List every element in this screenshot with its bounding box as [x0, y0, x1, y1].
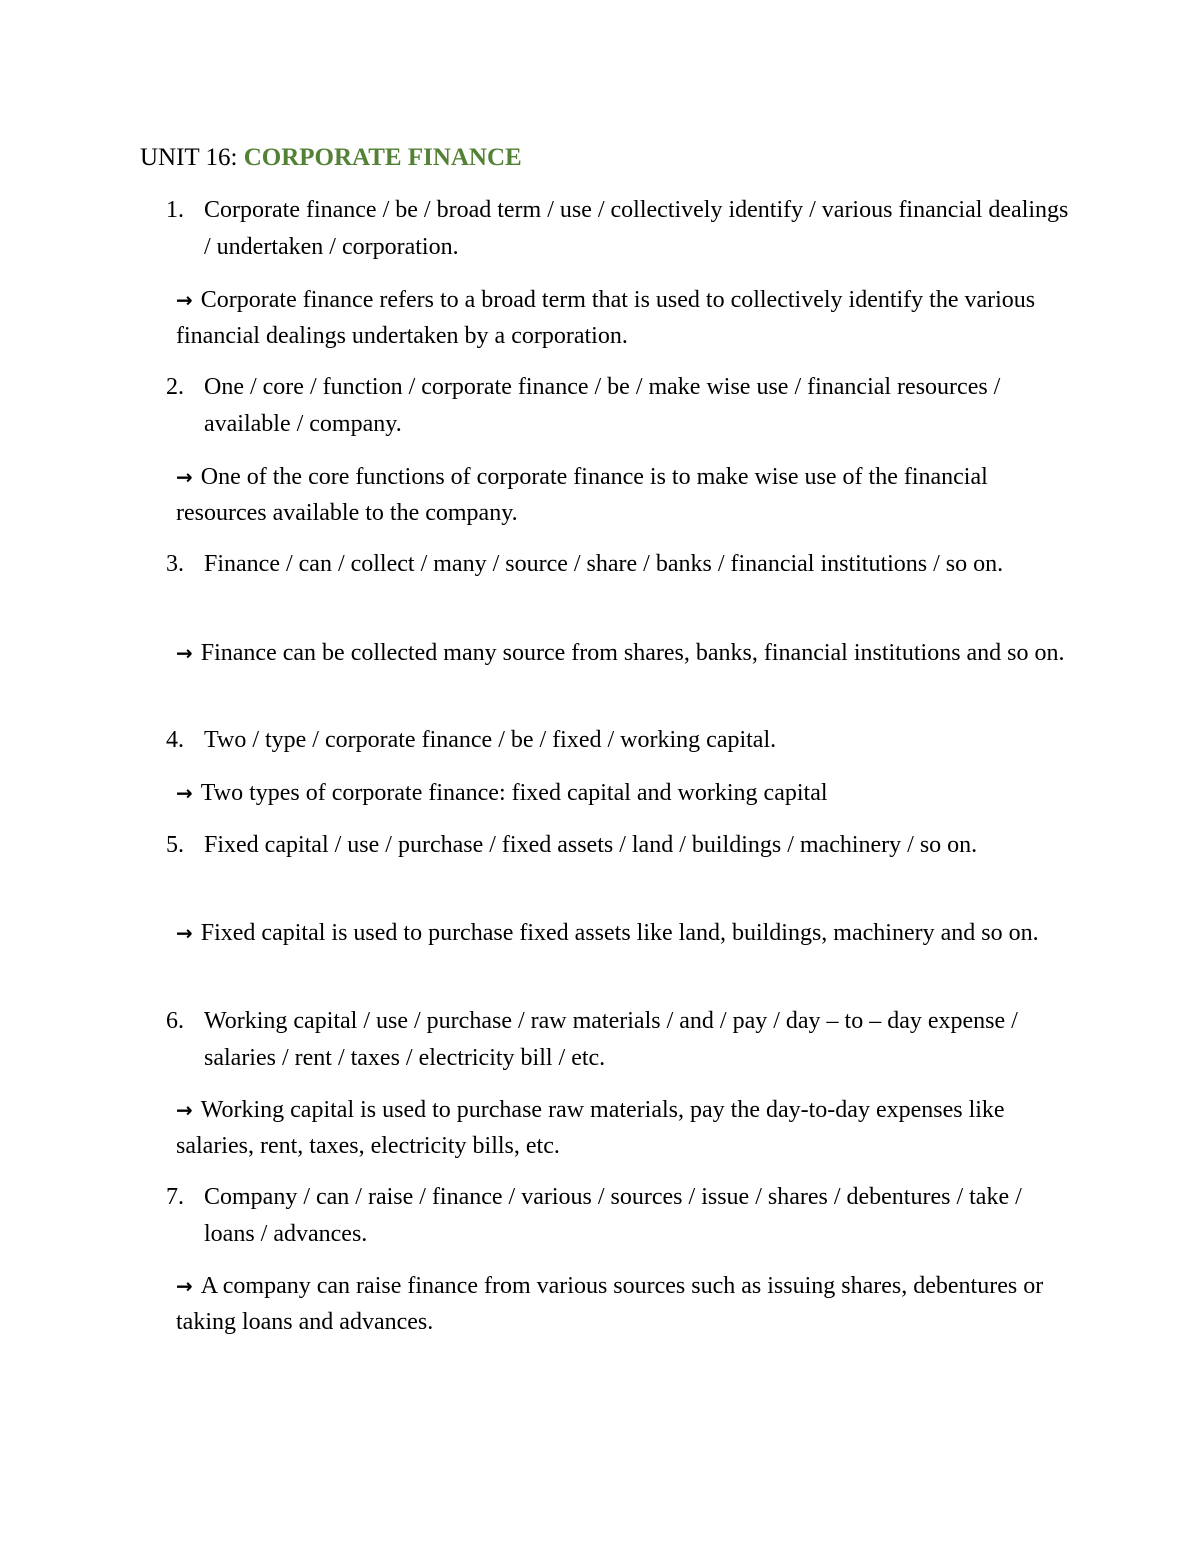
arrow-right-icon: → [176, 288, 193, 312]
prompt-text: Corporate finance / be / broad term / use / collectively identify / various financial dealings / undertaken / corporation. [204, 197, 1069, 260]
arrow-right-icon: → [176, 641, 193, 665]
unit-title-topic: CORPORATE FINANCE [243, 144, 522, 171]
arrow-right-icon: → [176, 465, 193, 489]
prompt-text: Finance / can / collect / many / source / share / banks / financial institutions / so on. [204, 551, 1004, 577]
item-number: 3. [166, 551, 184, 577]
exercise-answer-6 [176, 1092, 1071, 1164]
exercise-answer-1 [176, 282, 1071, 354]
item-number: 1. [166, 197, 184, 223]
prompt-text: Company / can / raise / finance / various / sources / issue / shares / debentures / take / loans / advances. [204, 1184, 1022, 1247]
exercise-answer-2 [176, 459, 1071, 531]
prompt-text: Two / type / corporate finance / be / fixed / working capital. [204, 727, 777, 753]
item-number: 4. [166, 727, 184, 753]
answer-text: Fixed capital is used to purchase fixed assets like land, buildings, machinery and so on. [200, 920, 1039, 946]
unit-title [140, 143, 522, 173]
item-number: 2. [166, 374, 184, 400]
exercise-prompt-1 [166, 192, 1071, 266]
exercise-answer-5 [176, 915, 1071, 951]
exercise-answer-4 [176, 775, 1071, 811]
prompt-text: Working capital / use / purchase / raw materials / and / pay / day – to – day expense / salaries / rent / taxes / electricity bill / etc. [204, 1008, 1018, 1071]
exercise-prompt-3 [166, 546, 1071, 583]
exercise-prompt-5 [166, 827, 1071, 864]
answer-text: Corporate finance refers to a broad term that is used to collectively identify the various financial dealings undertaken by a corporation. [176, 287, 1036, 349]
answer-text: Two types of corporate finance: fixed capital and working capital [200, 780, 828, 806]
answer-text: One of the core functions of corporate finance is to make wise use of the financial resources available to the company. [176, 464, 988, 526]
unit-title-prefix: UNIT 16: [140, 144, 244, 171]
answer-text: Working capital is used to purchase raw materials, pay the day-to-day expenses like salaries, rent, taxes, electricity bills, etc. [176, 1097, 1005, 1159]
arrow-right-icon: → [176, 1274, 193, 1298]
item-number: 6. [166, 1008, 184, 1034]
exercise-prompt-4 [166, 722, 1071, 759]
arrow-right-icon: → [176, 921, 193, 945]
exercise-prompt-6 [166, 1003, 1071, 1077]
answer-text: A company can raise finance from various sources such as issuing shares, debentures or taking loans and advances. [176, 1273, 1044, 1335]
prompt-text: Fixed capital / use / purchase / fixed assets / land / buildings / machinery / so on. [204, 832, 978, 858]
exercise-answer-7 [176, 1268, 1071, 1340]
prompt-text: One / core / function / corporate finance / be / make wise use / financial resources / available / company. [204, 374, 1001, 437]
item-number: 7. [166, 1184, 184, 1210]
item-number: 5. [166, 832, 184, 858]
arrow-right-icon: → [176, 1098, 193, 1122]
arrow-right-icon: → [176, 781, 193, 805]
exercise-answer-3 [176, 635, 1071, 671]
answer-text: Finance can be collected many source from shares, banks, financial institutions and so on. [200, 640, 1065, 666]
exercise-prompt-7 [166, 1179, 1071, 1253]
exercise-prompt-2 [166, 369, 1071, 443]
